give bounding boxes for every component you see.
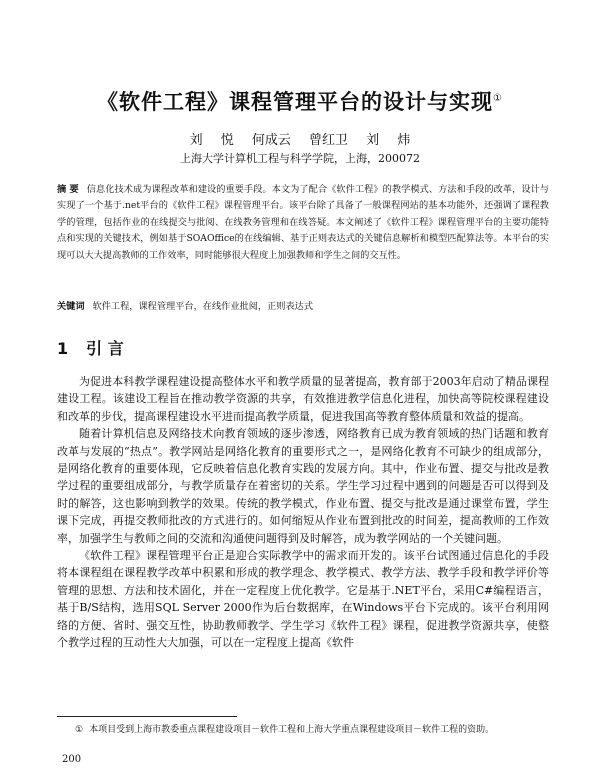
footnote (57, 723, 549, 737)
section-title: 引 言 (86, 339, 124, 358)
page-number: 200 (62, 754, 82, 765)
paragraph: 随着计算机信息及网络技术向教育领域的逐步渗透，网络教育已成为教育领域的热门话题和教育改革与发展的“热点”。教学网站是网络化教育的重要形式之一，是网络化教育不可缺少的组成部分，是网络化教育的重要体现，它反映着信息化教育实践的发展方向。其中，作业布置、提交与批改是教学过程的重要组成部分，与教学质量存在着密切的关系。学生学习过程中遇到的问题是否可以得到及时的解答，这也影响到教学的效果。传统的教学模式，作业布置、提交与批改是通过课堂布置，学生课下完成，再提交教师批改的方式进行的。如何缩短从作业布置到批改的时间差，提高教师的工作效率，加强学生与教师之间的交流和沟通使问题得到及时解答，成为教学网站的一个关键问题。 (57, 427, 549, 545)
keywords-label: 关键词 (57, 301, 85, 312)
section-number: 1 (57, 339, 69, 358)
title-footnote-mark: ① (493, 93, 503, 104)
footnote-mark: ① (75, 725, 84, 735)
keywords (57, 299, 549, 315)
footnote-text: 本项目受到上海市教委重点课程建设项目－软件工程和上海大学重点课程建设项目－软件工程的资助。 (89, 725, 495, 735)
paragraph: 《软件工程》课程管理平台正是迎合实际教学中的需求而开发的。该平台试图通过信息化的手段将本课程组在课程教学改革中积累和形成的教学理念、教学模式、教学方法、教学手段和教学评价等管理的思想、方法和技术固化，并在一定程度上优化教学。它是基于.NET平台，采用C#编程语言，基于B/S结构，选用SQL Server 2000作为后台数据库，在Windows平台下完成的。该平台利用网络的方便、省时、强交互性，协助教师教学、学生学习《软件工程》课程，促进教学资源共享，使整个教学过程的互动性大大加强，可以在一定程度上提高《软件 (57, 549, 549, 650)
section-heading (57, 336, 124, 359)
affiliation: 上海大学计算机工程与科学学院，上海，200072 (180, 152, 420, 165)
paper-title-text: 《软件工程》课程管理平台的设计与实现 (97, 90, 494, 114)
abstract-text: 信息化技术成为课程改革和建设的重要手段。本文为了配合《软件工程》的教学模式、方法和手段的改革，设计与实现了一个基于.net平台的《软件工程》课程管理平台。该平台除了具备了一般课程网站的基本功能外，还强调了课程教学的管理，包括作业的在线提交与批阅、在线教务管理和在线答疑。本文阐述了《软件工程》课程管理平台的主要功能特点和实现的关键技术，例如基于SOAOffice的在线编辑、基于正则表达式的关键信息解析和模型匹配算法等。本平台的实现可以大大提高教师的工作效率，同时能够很大程度上加强教师和学生之间的交互性。 (57, 184, 549, 261)
footnote-divider (57, 716, 237, 717)
abstract-label: 摘 要 (57, 184, 79, 195)
keywords-text: 软件工程，课程管理平台，在线作业批阅，正则表达式 (92, 301, 314, 312)
paragraph: 为促进本科教学课程建设提高整体水平和教学质量的显著提高，教育部于2003年启动了精品课程建设工程。该建设工程旨在推动教学资源的共享，有效推进教学信息化进程，加快高等院校课程建设和改革的步伐，提高课程建设水平进而提高教学质量，促进我国高等教育整体质量和效益的提高。 (57, 375, 549, 423)
paper-title (40, 86, 560, 116)
author-list: 刘 悦 何成云 曾红卫 刘 炜 (189, 133, 411, 148)
body-text (57, 373, 549, 652)
abstract (57, 182, 549, 264)
